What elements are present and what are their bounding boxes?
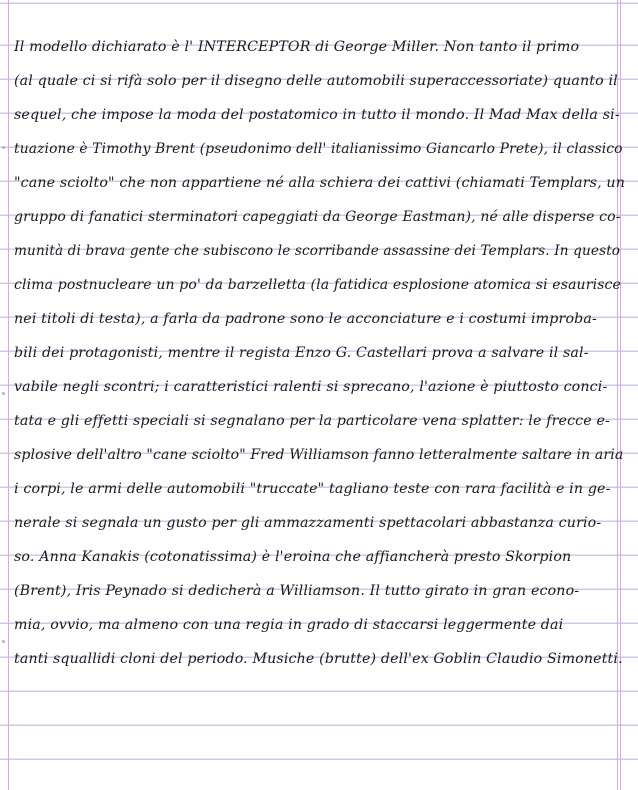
text-line: tata e gli effetti speciali si segnalano per la particolare vena splatter: le frecce e- bbox=[14, 413, 610, 429]
text-line: (Brent), Iris Peynado si dedicherà a Williamson. Il tutto girato in gran econo- bbox=[14, 583, 580, 599]
binder-hole bbox=[2, 146, 5, 149]
text-line: (al quale ci si rifà solo per il disegno delle automobili superaccessoriate) quanto il bbox=[14, 73, 618, 89]
text-line: nei titoli di testa), a farla da padrone sono le acconciature e i costumi improba- bbox=[14, 311, 597, 327]
text-line: nerale si segnala un gusto per gli ammazzamenti spettacolari abbastanza curio- bbox=[14, 515, 602, 531]
handwritten-text bbox=[14, 36, 628, 682]
text-line: tuazione è Timothy Brent (pseudonimo dell' italianissimo Giancarlo Prete), il classico bbox=[14, 141, 623, 157]
text-line: splosive dell'altro "cane sciolto" Fred Williamson fanno letteralmente saltare in aria bbox=[14, 447, 624, 463]
text-line: munità di brava gente che subiscono le scorribande assassine dei Templars. In questo bbox=[14, 243, 621, 259]
binder-hole bbox=[2, 640, 5, 643]
text-line: bili dei protagonisti, mentre il regista Enzo G. Castellari prova a salvare il sal- bbox=[14, 345, 589, 361]
text-line: clima postnucleare un po' da barzelletta (la fatidica esplosione atomica si esaurisce bbox=[14, 277, 621, 293]
text-line: mia, ovvio, ma almeno con una regia in grado di staccarsi leggermente dai bbox=[14, 617, 564, 633]
text-line: tanti squallidi cloni del periodo. Musiche (brutte) dell'ex Goblin Claudio Simonetti. bbox=[14, 651, 623, 667]
text-line: i corpi, le armi delle automobili "truccate" tagliano teste con rara facilità e in ge- bbox=[14, 481, 611, 497]
text-line: sequel, che impose la moda del postatomico in tutto il mondo. Il Mad Max della si- bbox=[14, 107, 620, 123]
text-line: so. Anna Kanakis (cotonatissima) è l'eroina che affiancherà presto Skorpion bbox=[14, 549, 572, 565]
text-line: vabile negli scontri; i caratteristici ralenti si sprecano, l'azione è piuttosto conci- bbox=[14, 379, 608, 395]
text-line: gruppo di fanatici sterminatori capeggiati da George Eastman), né alle disperse co- bbox=[14, 209, 621, 225]
binder-hole bbox=[2, 392, 5, 395]
left-margin-line bbox=[8, 0, 9, 790]
text-line: "cane sciolto" che non appartiene né alla schiera dei cattivi (chiamati Templars, un bbox=[14, 175, 625, 191]
text-line: Il modello dichiarato è l' INTERCEPTOR di George Miller. Non tanto il primo bbox=[14, 39, 580, 55]
